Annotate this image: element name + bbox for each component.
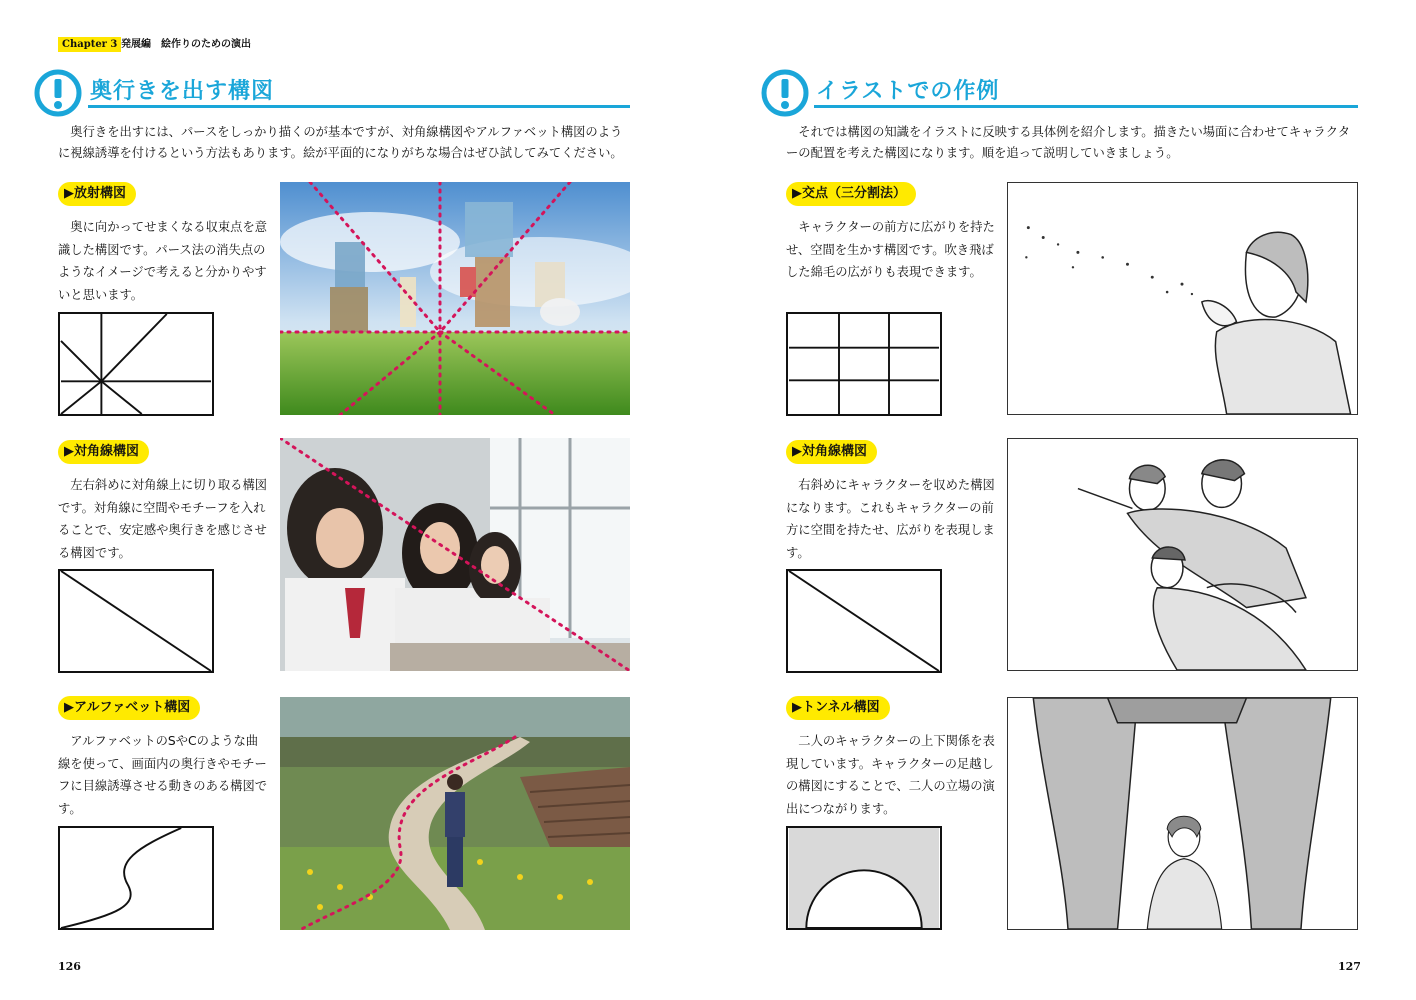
desc-radial: 奥に向かってせまくなる収束点を意識した構図です。パース法の消失点のようなイメージで考えると分かりやすいと思います。 [58, 220, 268, 302]
photo-country-path [280, 697, 630, 930]
exclamation-icon [760, 68, 810, 118]
label-alphabet: ▶アルファベット構図 [58, 696, 200, 720]
illustration-dandelion-girl [1007, 182, 1358, 415]
tunnel-diagram [786, 826, 942, 930]
intro-right: それでは構図の知識をイラストに反映する具体例を紹介します。描きたい場面に合わせてキャラクターの配置を考えた構図になります。順を追って説明していきましょう。 [786, 125, 1351, 160]
photo-running-field [280, 182, 630, 415]
page-number-left: 126 [58, 960, 81, 973]
label-tunnel: ▶トンネル構図 [786, 696, 890, 720]
thirds-grid-diagram [786, 312, 942, 416]
desc-alphabet: アルファベットのSやCのような曲線を使って、画面内の奥行きやモチーフに目線誘導させる動きのある構図です。 [58, 734, 268, 816]
illustration-jumping-group [1007, 438, 1358, 671]
label-rule-of-thirds: ▶交点（三分割法） [786, 182, 916, 206]
desc-rule-of-thirds: キャラクターの前方に広がりを持たせ、空間を生かす構図です。吹き飛ばした綿毛の広がりも表現できます。 [786, 220, 995, 279]
section-title-left: 奥行きを出す構図 [90, 79, 275, 104]
desc-diagonal-right: 右斜めにキャラクターを収めた構図になります。これもキャラクターの前方に空間を持たせ、広がりを表現します。 [786, 478, 995, 560]
label-radial: ▶放射構図 [58, 182, 136, 206]
label-diagonal-left: ▶対角線構図 [58, 440, 149, 464]
desc-diagonal-left: 左右斜めに対角線上に切り取る構図です。対角線に空間やモチーフを入れることで、安定感や奥行きを感じさせる構図です。 [58, 478, 268, 560]
illustration-tunnel-legs [1007, 697, 1358, 930]
radial-diagram [58, 312, 214, 416]
diagonal-diagram-left [58, 569, 214, 673]
desc-tunnel: 二人のキャラクターの上下関係を表現しています。キャラクターの足越しの構図にすることで、二人の立場の演出につながります。 [786, 734, 995, 816]
section-rule-right [814, 105, 1358, 108]
chapter-title: 発展編 絵作りのための演出 [121, 39, 251, 50]
chapter-badge: Chapter 3 [58, 37, 121, 52]
exclamation-icon [33, 68, 83, 118]
intro-left: 奥行きを出すには、パースをしっかり描くのが基本ですが、対角線構図やアルファベット構図のように視線誘導を付けるという方法もあります。絵が平面的になりがちな場合はぜひ試してみてください。 [58, 125, 623, 160]
section-rule-left [88, 105, 630, 108]
page-number-right: 127 [1338, 960, 1361, 973]
s-curve-diagram [58, 826, 214, 930]
label-diagonal-right: ▶対角線構図 [786, 440, 877, 464]
photo-classroom [280, 438, 630, 671]
section-title-right: イラストでの作例 [816, 79, 1000, 104]
diagonal-diagram-right [786, 569, 942, 673]
